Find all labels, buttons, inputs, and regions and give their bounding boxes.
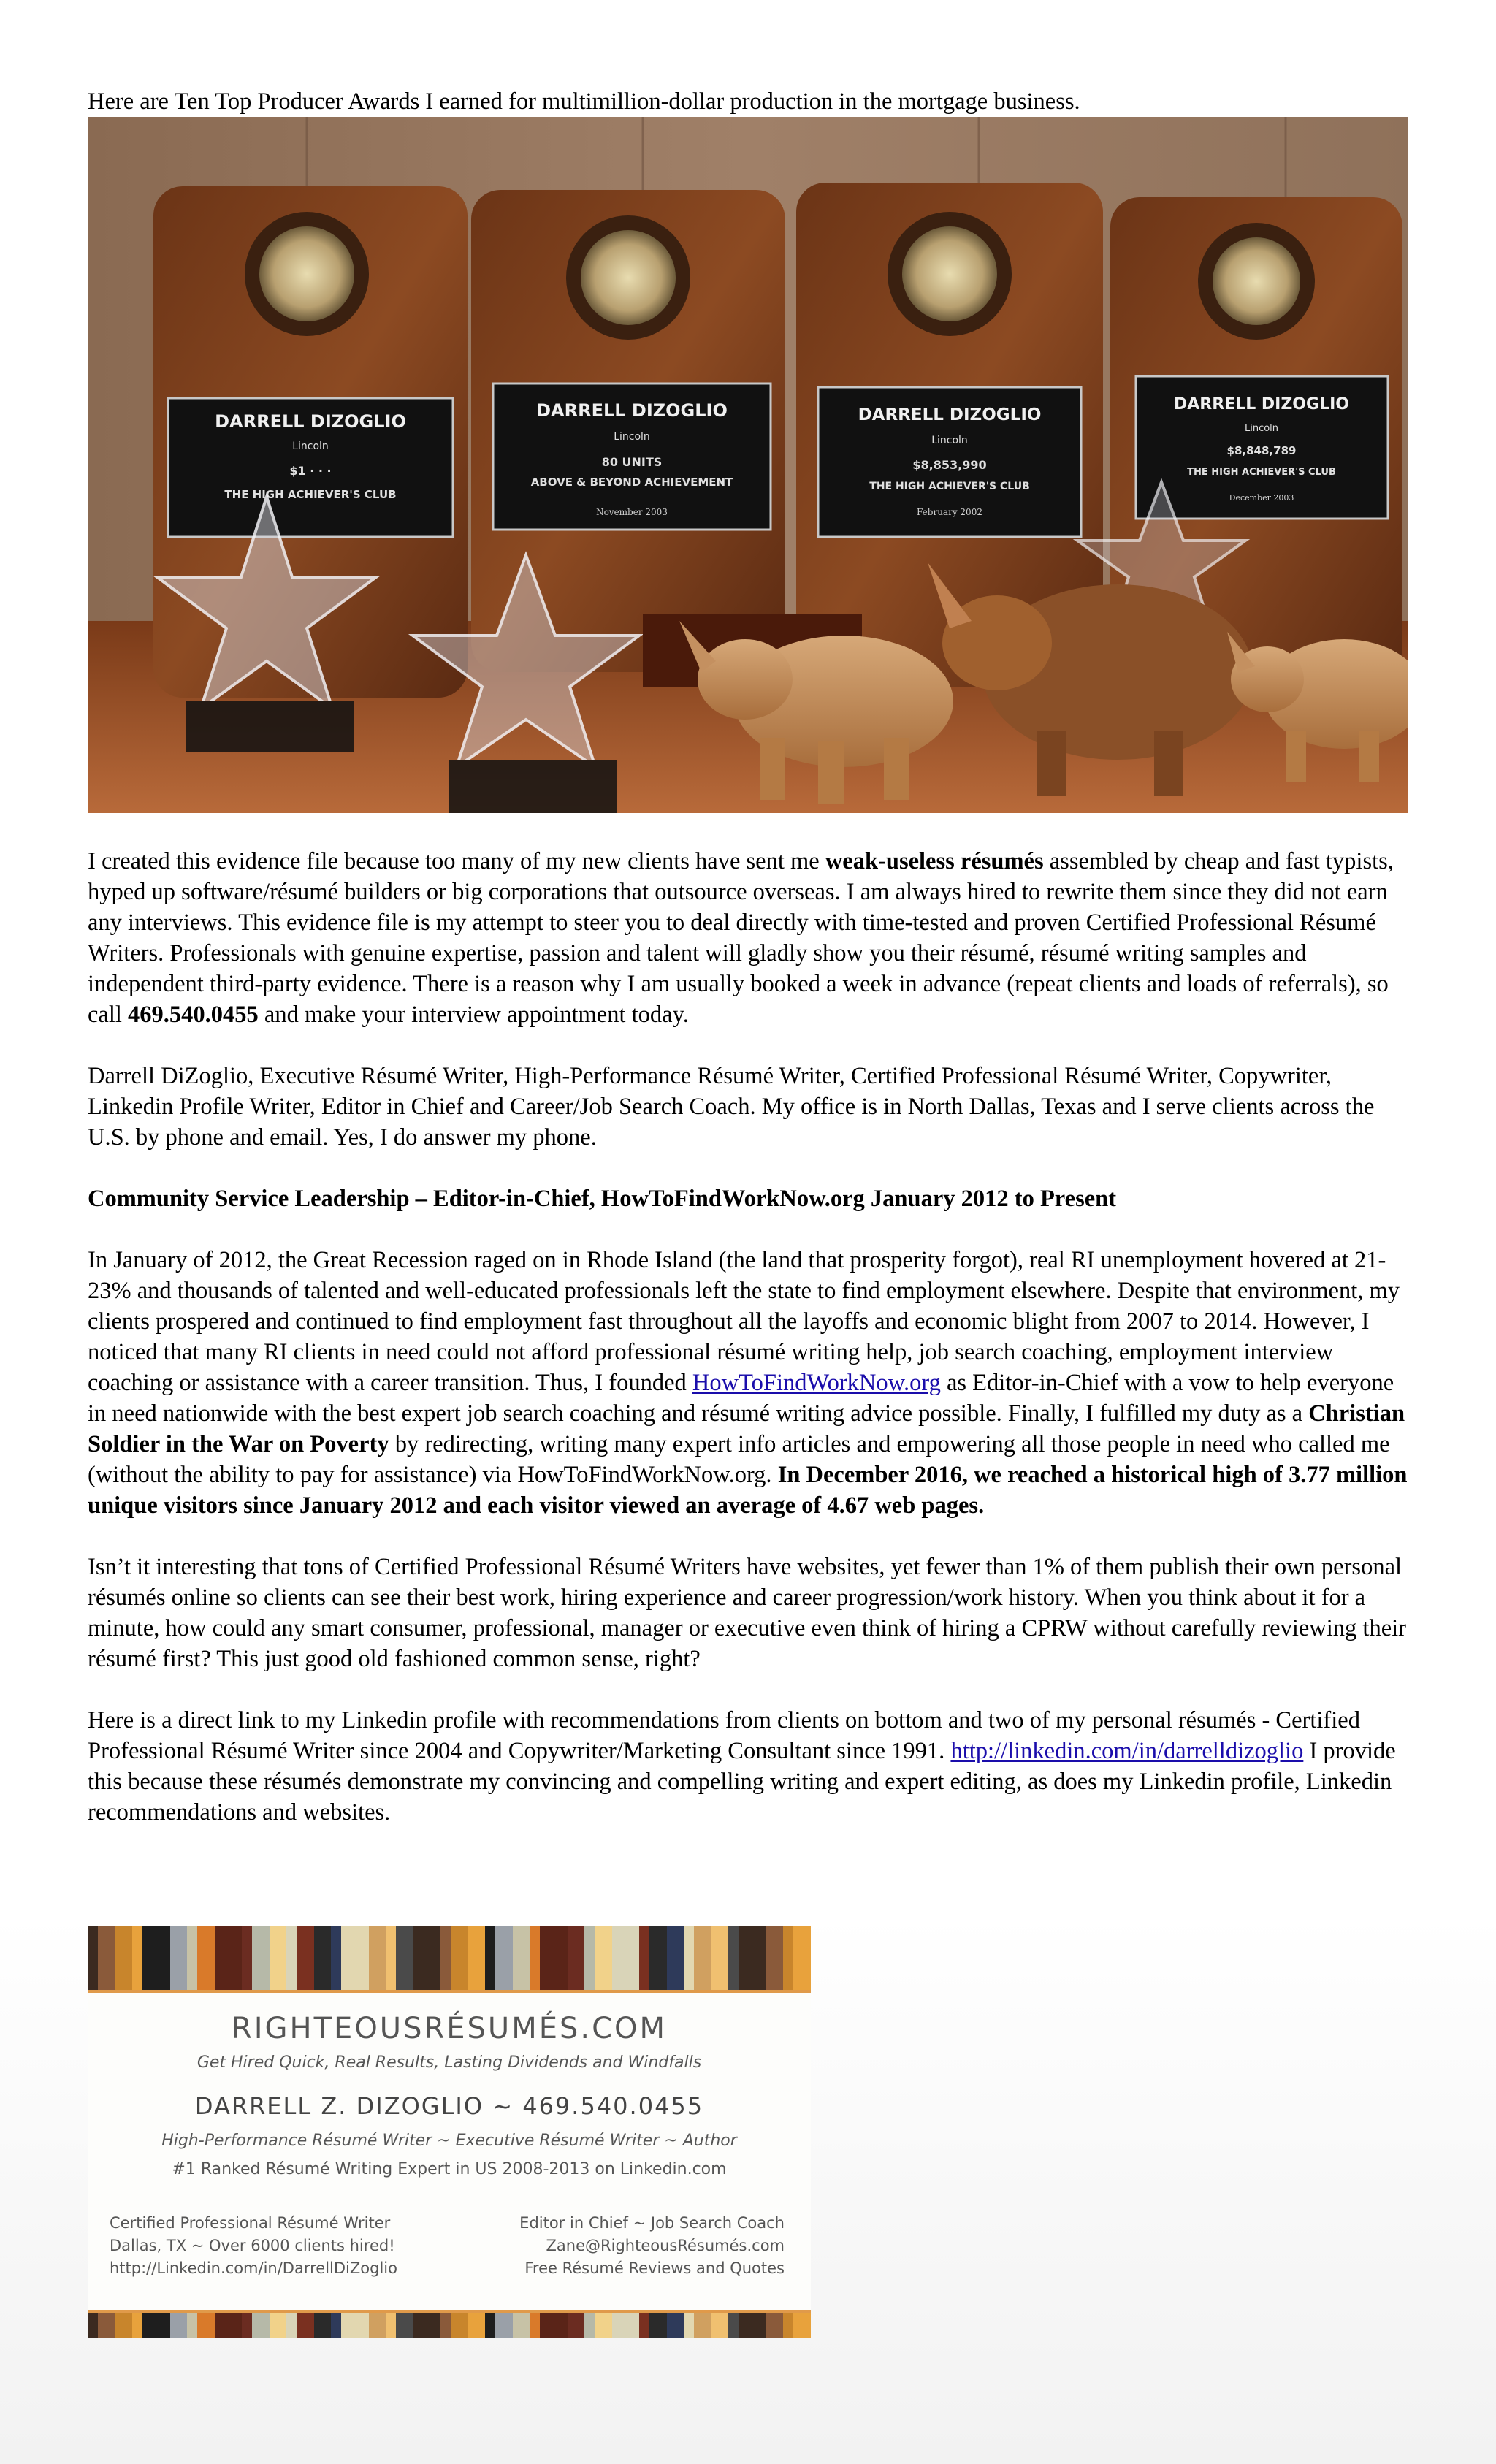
card-stripe [540,1926,568,1990]
card-stripe [649,1926,666,1990]
card-stripe [286,2313,297,2338]
card-stripe [142,1926,170,1990]
card-stripe [766,2313,783,2338]
card-stripe [739,2313,766,2338]
card-stripe [386,2313,396,2338]
card-stripe [468,2313,485,2338]
card-left-line: Certified Professional Résumé Writer [110,2214,391,2232]
card-stripe [793,1926,810,1990]
card-stripe [440,2313,451,2338]
card-stripe [286,1926,297,1990]
card-stripe [667,1926,684,1990]
card-stripe [252,2313,269,2338]
card-stripe [783,2313,793,2338]
card-brand: RIGHTEOUSRÉSUMÉS.COM [231,2012,668,2045]
card-stripe [649,2313,666,2338]
paragraph-evidence-file: I created this evidence file because too many of my new clients have sent me weak-useless résumés assembled by cheap and fast typists, hyped up software/résumé builders or big corporations that outsource overseas. I am always hired to rewrite them since they did not earn any interviews. This evidence file is my attempt to steer you to deal directly with time-tested and proven Certified Professional Résumé Writers. Professionals with genuine expertise, passion and talent will gladly show you their résumé, résumé writing samples and independent third-party evidence. There is a reason why I am usually booked a week in advance (repeat clients and loads of referrals), so call 469.540.0455 and make your interview appointment today. [88,848,1394,1028]
card-stripe [88,1926,98,1990]
document-body [88,846,1413,1858]
howtofindworknow-link[interactable]: HowToFindWorkNow.org [692,1370,941,1396]
card-stripe [711,1926,728,1990]
plaque-4-line3: THE HIGH ACHIEVER'S CLUB [1187,467,1336,478]
plaque-2-line4: November 2003 [596,507,668,517]
card-stripe [197,2313,214,2338]
card-left-line: http://Linkedin.com/in/DarrellDiZoglio [110,2259,397,2277]
card-stripe [485,1926,495,1990]
card-stripe [115,1926,132,1990]
card-stripe [331,1926,341,1990]
card-stripe [242,2313,252,2338]
plaque-1-line3: THE HIGH ACHIEVER'S CLUB [224,488,397,501]
card-right-line: Free Résumé Reviews and Quotes [524,2259,785,2277]
card-stripe [297,1926,313,1990]
card-stripe [197,1926,214,1990]
card-stripe [485,2313,495,2338]
plaque-3-line4: February 2002 [917,507,982,517]
card-stripe [440,1926,451,1990]
card-stripe [187,2313,197,2338]
plaque-4-line2: $8,848,789 [1226,444,1297,457]
card-roles: High-Performance Résumé Writer ~ Executive Résumé Writer ~ Author [161,2132,737,2150]
card-stripes-bottom [88,2313,811,2338]
card-stripe [568,1926,584,1990]
card-stripe [270,2313,286,2338]
card-stripe [270,1926,286,1990]
paragraph-cprw: Isn’t it interesting that tons of Certified Professional Résumé Writers have websites, yet fewer than 1% of them publish their own personal résumés online so clients can see their best work, hiring experience and career progression/work history. When you think about it for a minute, how could any smart consumer, professional, manager or executive even think of hiring a CPRW without carefully reviewing their résumé first? This just good old fashioned common sense, right? [88,1554,1406,1672]
card-stripe [495,1926,512,1990]
card-stripe [694,1926,711,1990]
card-stripe [711,2313,728,2338]
card-stripe [639,1926,649,1990]
plaque-4-name: DARRELL DIZOGLIO [1174,395,1349,413]
card-right-line: Zane@RighteousRésumés.com [546,2237,785,2254]
plaque-2-name: DARRELL DIZOGLIO [536,400,728,421]
card-stripe [170,2313,187,2338]
card-stripe [331,2313,341,2338]
card-stripe [728,2313,739,2338]
card-right-column [519,2212,785,2280]
card-stripe [88,2313,98,2338]
card-stripe [341,1926,369,1990]
card-stripe [215,2313,243,2338]
plaque-1-name: DARRELL DIZOGLIO [215,411,406,432]
card-stripe [98,2313,115,2338]
card-stripe [451,2313,468,2338]
card-stripe [612,1926,640,1990]
card-left-line: Dallas, TX ~ Over 6000 clients hired! [110,2237,395,2254]
card-left-column [110,2212,397,2280]
card-stripe [142,2313,170,2338]
card-stripe [584,1926,595,1990]
card-stripe [341,2313,369,2338]
phone-number: 469.540.0455 [128,1002,259,1028]
card-stripe [667,2313,684,2338]
card-stripe [513,1926,530,1990]
card-stripe [684,2313,694,2338]
card-stripe [684,1926,694,1990]
awards-photo [88,117,1408,813]
plaque-1-line2: $1 · · · [289,464,332,478]
card-stripe [584,2313,595,2338]
card-ranking: #1 Ranked Résumé Writing Expert in US 2008-2013 on Linkedin.com [172,2160,727,2178]
card-stripe [413,2313,441,2338]
card-stripe [766,1926,783,1990]
business-card [88,1926,811,2338]
section-heading: Community Service Leadership – Editor-in-Chief, HowToFindWorkNow.org January 2012 to Present [88,1186,1117,1212]
card-stripe [530,2313,540,2338]
card-stripe [252,1926,269,1990]
card-stripe [215,1926,243,1990]
card-stripe [694,2313,711,2338]
plaque-3-line2: $8,853,990 [912,458,987,472]
card-stripe [369,1926,386,1990]
plaque-3-name: DARRELL DIZOGLIO [858,405,1042,424]
card-rule-top [88,1990,811,1993]
awards-photo-svg [88,117,1408,813]
paragraph-community-service: In January of 2012, the Great Recession raged on in Rhode Island (the land that prosperity forgot), real RI unemployment hovered at 21-23% and thousands of talented and well-educated professionals left the state to find employment elsewhere. Despite that environment, my clients prospered and continued to find employment fast throughout all the layoffs and economic blight from 2007 to 2014. However, I noticed that many RI clients in need could not afford professional résumé writing help, job search coaching, employment interview coaching or assistance with a career transition. Thus, I founded HowToFindWorkNow.org as Editor-in-Chief with a vow to help everyone in need nationwide with the best expert job search coaching and résumé writing advice possible. Finally, I fulfilled my duty as a Christian Soldier in the War on Poverty by redirecting, writing many expert info articles and empowering all those people in need who called me (without the ability to pay for assistance) via HowToFindWorkNow.org. In December 2016, we reached a historical high of 3.77 million unique visitors since January 2012 and each visitor viewed an average of 4.67 web pages. [88,1247,1408,1519]
card-stripe [739,1926,766,1990]
card-stripe [612,2313,640,2338]
card-stripe [530,1926,540,1990]
plaque-3-line1: Lincoln [931,435,968,446]
card-stripe [595,1926,611,1990]
card-stripe [187,1926,197,1990]
plaque-2-line1: Lincoln [614,431,650,443]
card-stripe [783,1926,793,1990]
paragraph-linkedin: Here is a direct link to my Linkedin profile with recommendations from clients on bottom and two of my personal résumés - Certified Professional Résumé Writer since 2004 and Copywriter/Marketing Consultant since 1991. http://linkedin.com/in/darrelldizoglio I provide this because these résumés demonstrate my convincing and compelling writing and expert editing, as does my Linkedin profile, Linkedin recommendations and websites. [88,1707,1396,1826]
plaque-4-line4: December 2003 [1229,493,1294,503]
card-stripe [297,2313,313,2338]
plaque-2-line2: 80 UNITS [601,455,663,469]
card-stripe [386,1926,396,1990]
card-stripe [369,2313,386,2338]
paragraph-titles: Darrell DiZoglio, Executive Résumé Writer, High-Performance Résumé Writer, Certified Professional Résumé Writer, Copywriter, Linkedin Profile Writer, Editor in Chief and Career/Job Search Coach. My office is in North Dallas, Texas and I serve clients across the U.S. by phone and email. Yes, I do answer my phone. [88,1063,1375,1151]
card-stripe [568,2313,584,2338]
card-stripe [115,2313,132,2338]
card-stripe [451,1926,468,1990]
card-stripe [468,1926,485,1990]
card-stripe [495,2313,512,2338]
card-stripe [728,1926,739,1990]
card-stripe [132,2313,142,2338]
plaque-4-line1: Lincoln [1244,423,1279,434]
card-stripe [242,1926,252,1990]
card-stripe [513,2313,530,2338]
card-tagline: Get Hired Quick, Real Results, Lasting Dividends and Windfalls [196,2053,702,2072]
linkedin-profile-link[interactable]: http://linkedin.com/in/darrelldizoglio [950,1738,1304,1764]
card-stripe [396,1926,413,1990]
card-stripe [413,1926,441,1990]
card-stripe [132,1926,142,1990]
card-stripe [170,1926,187,1990]
card-stripe [98,1926,115,1990]
card-stripe [639,2313,649,2338]
card-right-line: Editor in Chief ~ Job Search Coach [519,2214,785,2232]
card-stripe [314,2313,331,2338]
plaque-2-line3: ABOVE & BEYOND ACHIEVEMENT [530,476,733,489]
card-stripes-top [88,1926,811,1990]
card-stripe [540,2313,568,2338]
card-stripe [595,2313,611,2338]
card-stripe [314,1926,331,1990]
plaque-3-line3: THE HIGH ACHIEVER'S CLUB [869,481,1030,492]
plaque-1-line1: Lincoln [292,440,329,452]
card-name-phone: DARRELL Z. DIZOGLIO ~ 469.540.0455 [194,2092,704,2120]
card-stripe [793,2313,810,2338]
intro-caption: Here are Ten Top Producer Awards I earned for multimillion-dollar production in the mortgage business. [88,88,1080,115]
card-stripe [396,2313,413,2338]
